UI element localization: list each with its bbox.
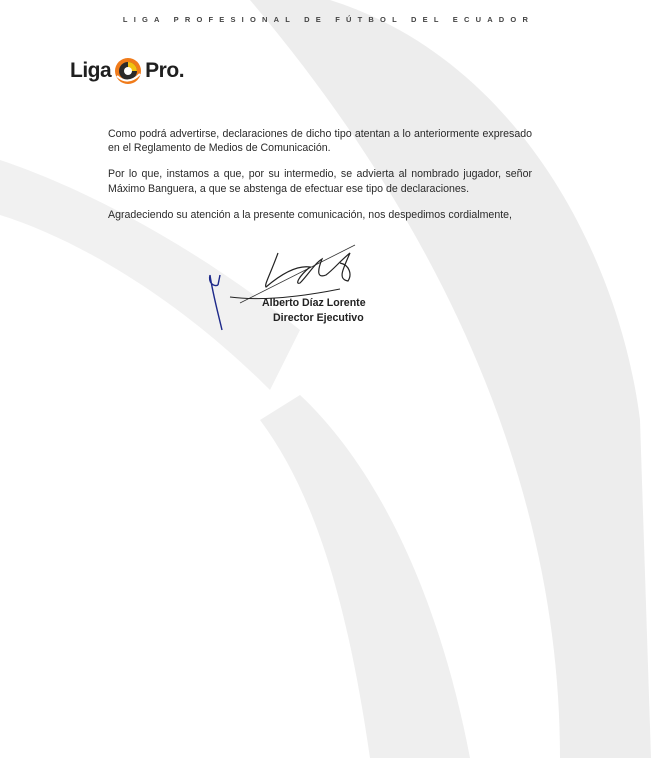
soccer-ball-icon	[113, 56, 143, 86]
letterhead-org-name: LIGA PROFESIONAL DE FÚTBOL DEL ECUADOR	[122, 15, 535, 24]
watermark-shape-large	[250, 0, 651, 758]
paragraph-1: Como podrá advertirse, declaraciones de dicho tipo atentan a lo anteriormente expresado en el Reglamento de Medios de Comunicación.	[108, 128, 532, 155]
handwritten-signature	[200, 235, 370, 345]
signer-title: Director Ejecutivo	[273, 312, 364, 324]
watermark-shape-lower	[260, 395, 470, 758]
logo-period: .	[178, 59, 185, 82]
signature-block	[262, 296, 366, 326]
logo-text-liga: Liga	[70, 59, 112, 82]
paragraph-3: Agradeciendo su atención a la presente comunicación, nos despedimos cordialmente,	[108, 208, 512, 221]
letter-body	[108, 127, 532, 234]
signer-name: Alberto Díaz Lorente	[262, 297, 366, 309]
logo-text-pro: Pro	[145, 59, 179, 82]
paragraph-2: Por lo que, instamos a que, por su intermedio, se advierta al nombrado jugador, señor Máximo Banguera, a que se abstenga de efectuar ese tipo de declaraciones.	[108, 168, 532, 195]
ligapro-logo	[70, 54, 185, 88]
